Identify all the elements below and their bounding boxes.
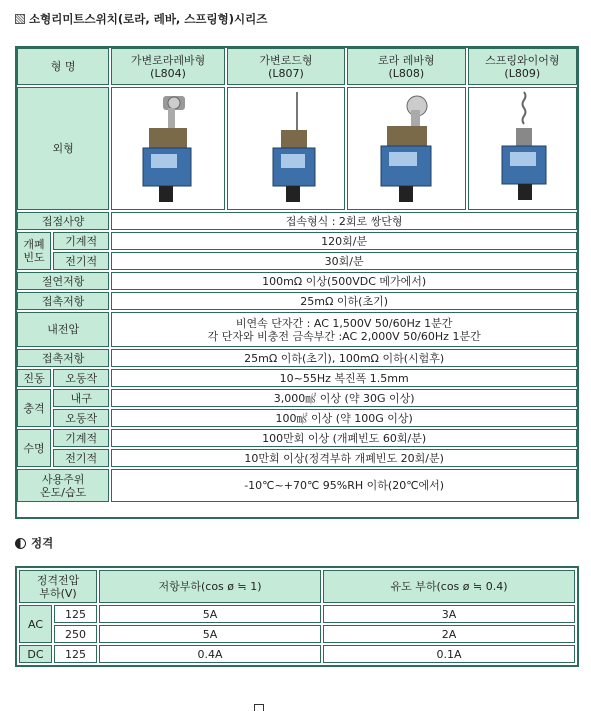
insulation-value: 100mΩ 이상(500VDC 메가에서) — [111, 272, 577, 290]
shock-group: 충격 — [17, 389, 51, 427]
vibration-label: 오동작 — [53, 369, 109, 387]
model-l804: 가변로라레바형 (L804) — [111, 48, 224, 85]
image-l804 — [111, 87, 224, 210]
appearance-label: 외형 — [17, 87, 109, 210]
inductive-cell: 3A — [323, 605, 575, 623]
model-l808: 로라 레바형 (L808) — [347, 48, 465, 85]
ambient-value: -10℃~+70℃ 95%RH 이하(20℃에서) — [111, 469, 577, 502]
resistive-cell: 0.4A — [99, 645, 321, 663]
voltage-cell: 125 — [54, 605, 97, 623]
inductive-load-header: 유도 부하(cos ø ≒ 0.4) — [323, 570, 575, 603]
dc-label: DC — [19, 645, 52, 663]
life-mech-label: 기계적 — [53, 429, 109, 447]
ac-label: AC — [19, 605, 52, 643]
vibration-value: 10~55Hz 복진폭 1.5mm — [111, 369, 577, 387]
rating-table — [15, 566, 579, 667]
withstand-label: 내전압 — [17, 312, 109, 347]
rating-voltage-header: 정격전압 부하(V) — [19, 570, 97, 603]
rating-title-text: 정격 — [31, 536, 54, 550]
resistive-load-header: 저항부하(cos ø ≒ 1) — [99, 570, 321, 603]
contact-res-label: 접촉저항 — [17, 292, 109, 310]
freq-elec-value: 30회/분 — [111, 252, 577, 270]
page-title — [15, 11, 267, 27]
shock-dur-label: 내구 — [53, 389, 109, 407]
switching-freq-group: 개폐 빈도 — [17, 232, 51, 270]
page-title-text: 소형리미트스위치(로라, 레바, 스프링형)시리즈 — [29, 12, 268, 26]
image-l809 — [468, 87, 577, 210]
model-l807: 가변로드형 (L807) — [227, 48, 345, 85]
insulation-label: 절연저항 — [17, 272, 109, 290]
model-l809: 스프링와이어형 (L809) — [468, 48, 577, 85]
image-l807 — [227, 87, 345, 210]
inductive-cell: 2A — [323, 625, 575, 643]
resistive-cell: 5A — [99, 605, 321, 623]
contact-res-value: 25mΩ 이하(초기) — [111, 292, 577, 310]
spring-wire-switch-image — [470, 88, 574, 206]
life-elec-value: 10만회 이상(정격부하 개폐빈도 20회/분) — [111, 449, 577, 467]
shock-dur-value: 3,000㎨ 이상 (약 30G 이상) — [111, 389, 577, 407]
voltage-cell: 250 — [54, 625, 97, 643]
half-circle-icon — [15, 538, 26, 549]
freq-mech-value: 120회/분 — [111, 232, 577, 250]
roller-lever-fixed-switch-image — [351, 88, 461, 206]
freq-elec-label: 전기적 — [53, 252, 109, 270]
model-header: 형 명 — [17, 48, 109, 85]
ambient-label: 사용주위 온도/습도 — [17, 469, 109, 502]
voltage-cell: 125 — [54, 645, 97, 663]
spec-table — [15, 46, 579, 504]
rod-switch-image — [231, 88, 341, 206]
contact-spec-value: 접속형식 : 2회로 쌍단형 — [111, 212, 577, 230]
shock-mal-value: 100㎨ 이상 (약 100G 이상) — [111, 409, 577, 427]
resistive-cell: 5A — [99, 625, 321, 643]
rating-section-title — [15, 535, 53, 551]
contact-res2-label: 접촉저항 — [17, 349, 109, 367]
roller-lever-switch-image — [113, 88, 223, 206]
withstand-value: 비연속 단자간 : AC 1,500V 50/60Hz 1분간 각 단자와 비충전 금속부간 :AC 2,000V 50/60Hz 1분간 — [111, 312, 577, 347]
contact-res2-value: 25mΩ 이하(초기), 100mΩ 이하(시험후) — [111, 349, 577, 367]
life-mech-value: 100만회 이상 (개폐빈도 60회/분) — [111, 429, 577, 447]
square-bullet-icon — [15, 14, 25, 24]
inductive-cell: 0.1A — [323, 645, 575, 663]
shock-mal-label: 오동작 — [53, 409, 109, 427]
freq-mech-label: 기계적 — [53, 232, 109, 250]
life-elec-label: 전기적 — [53, 449, 109, 467]
contact-spec-label: 접점사양 — [17, 212, 109, 230]
life-group: 수명 — [17, 429, 51, 467]
vibration-group: 진동 — [17, 369, 51, 387]
image-l808 — [347, 87, 465, 210]
